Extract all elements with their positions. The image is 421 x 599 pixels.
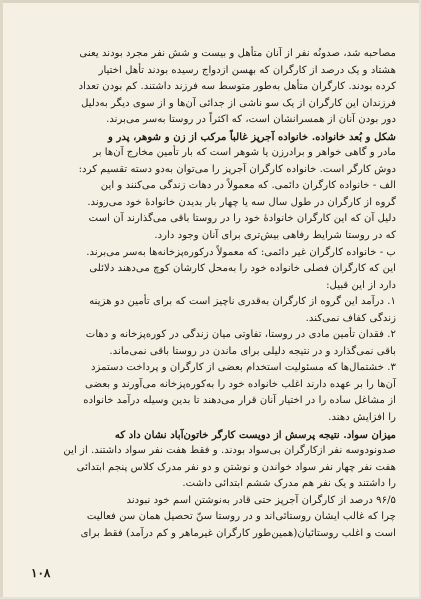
text-line: ۹۶/۵ درصد از کارگران آجرپز حتی قادر به‌نوشتن اسم خود نبودند [126,494,396,506]
text-line: که در روستا شرایط رفاهی بیش‌تری برای آنان وجود دارد. [154,230,396,242]
text-line: چرا که غالب ایشان روستائی‌اند و در روستا سنّ تحصیل همان سن فعالیت [86,511,396,523]
text-line: ۳. خشتمال‌ها که مسئولیت استخدام بعضی از کارگران و پرداخت دستمزد [90,362,396,374]
text-line: گروه از کارگران در طول سال سه یا چهار بار بدیدن خانوادهٔ خود می‌روند. [87,196,396,208]
text-line: باقی نمی‌گذارد و در نتیجه دلیلی برای ماندن در روستا باقی نمی‌ماند. [109,345,396,357]
text-line: این که کارگران فصلی خانواده خود را به‌محل کارشان کوچ می‌دهند دلائلی [89,263,396,275]
text-line: آن‌ها را بر عهده دارند اغلب خانواده خود را به‌کوره‌پزخانه می‌آورند و بعضی [85,378,396,390]
text-line: زندگی کفاف نمی‌کند. [305,312,396,324]
text-line: صدونودوسه نفر ازکارگران بی‌سواد بودند. و فقط هفت نفر سواد داشتند. از این [63,445,396,457]
text-line: ب - خانواده کارگران غیر دائمی: که معمولاً درکوره‌پزخانه‌ها به‌سر می‌برند. [86,246,396,258]
text-line: مادر و گاهی خواهر و برادرزن یا شوهر است که بار تأمین مخارج آن‌ها بر [93,147,396,159]
page-number: ۱۰۸ [31,566,51,580]
text-line: ۲. فقدان تأمین مادی در روستا، تفاوتی میان زندگی در کوره‌پزخانه و دهات [85,329,396,341]
text-line: فرزندان این کارگران از یک سو ناشی از جدائی آن‌ها و از سوی دیگر به‌دلیل [81,97,396,109]
text-line: الف - خانواده کارگران دائمی. که معمولاً در دهات زندگی می‌کنند و این [100,180,396,192]
section-heading-literacy: میزان سواد. نتیجه پرسش از دویست کارگر خاتون‌آباد نشان داد که [114,428,396,441]
section-heading-family-shape: شکل و بُعد خانواده. خانواده آجرپز غالباً مرکب از زن و شوهر، پدر و [108,130,396,143]
text-line: ۱. درآمد این گروه از کارگران به‌قدری ناچیز است که برای تأمین دو هزینه [89,296,396,308]
text-line: را داشتند و یک نفر هم مدرک ششم ابتدائی داشت. [182,478,396,490]
text-line: کرده بودند. کارگران متأهل به‌طور متوسط سه فرزند داشتند. کم بودن تعداد [78,81,396,93]
text-line: از مشاغل ساده را در اختیار آنان قرار می‌دهند تا بدین وسیله درآمد خانواده [83,395,396,407]
text-line: را افزایش دهند. [328,412,396,424]
page-top-edge [0,0,419,3]
text-line: مصاحبه شد، صدونُه نفر از آنان متأهل و بیست و شش نفر مجرد بودند یعنی [79,48,396,59]
text-line: هفت نفر چهار نفر سواد خواندن و نوشتن و دو نفر مدرک کلاس پنجم ابتدائی [76,461,396,473]
text-line: است و اغلب روستائیان(همین‌طور کارگران غیرماهر و کم درآمد) فقط برای [80,527,396,539]
text-line: دارد از این قبیل: [326,279,396,291]
text-line: هشتاد و یک درصد از کارگران که بهسن ازدواج رسیده بودند تأهل اختیار [98,64,396,76]
page-body-text [30,46,396,542]
text-line: دور بودن آنان از همسرانشان است، که اکثراً در روستا به‌سر می‌برند. [106,114,396,126]
page-left-edge [0,0,3,597]
text-line: دوش کارگر است. خانواده کارگران آجرپز را می‌توان به‌دو دسته تقسیم کرد: [78,163,396,175]
text-line: دلیل آن که این کارگران خانوادهٔ خود را در روستا باقی می‌گذارند آن است [88,213,396,225]
